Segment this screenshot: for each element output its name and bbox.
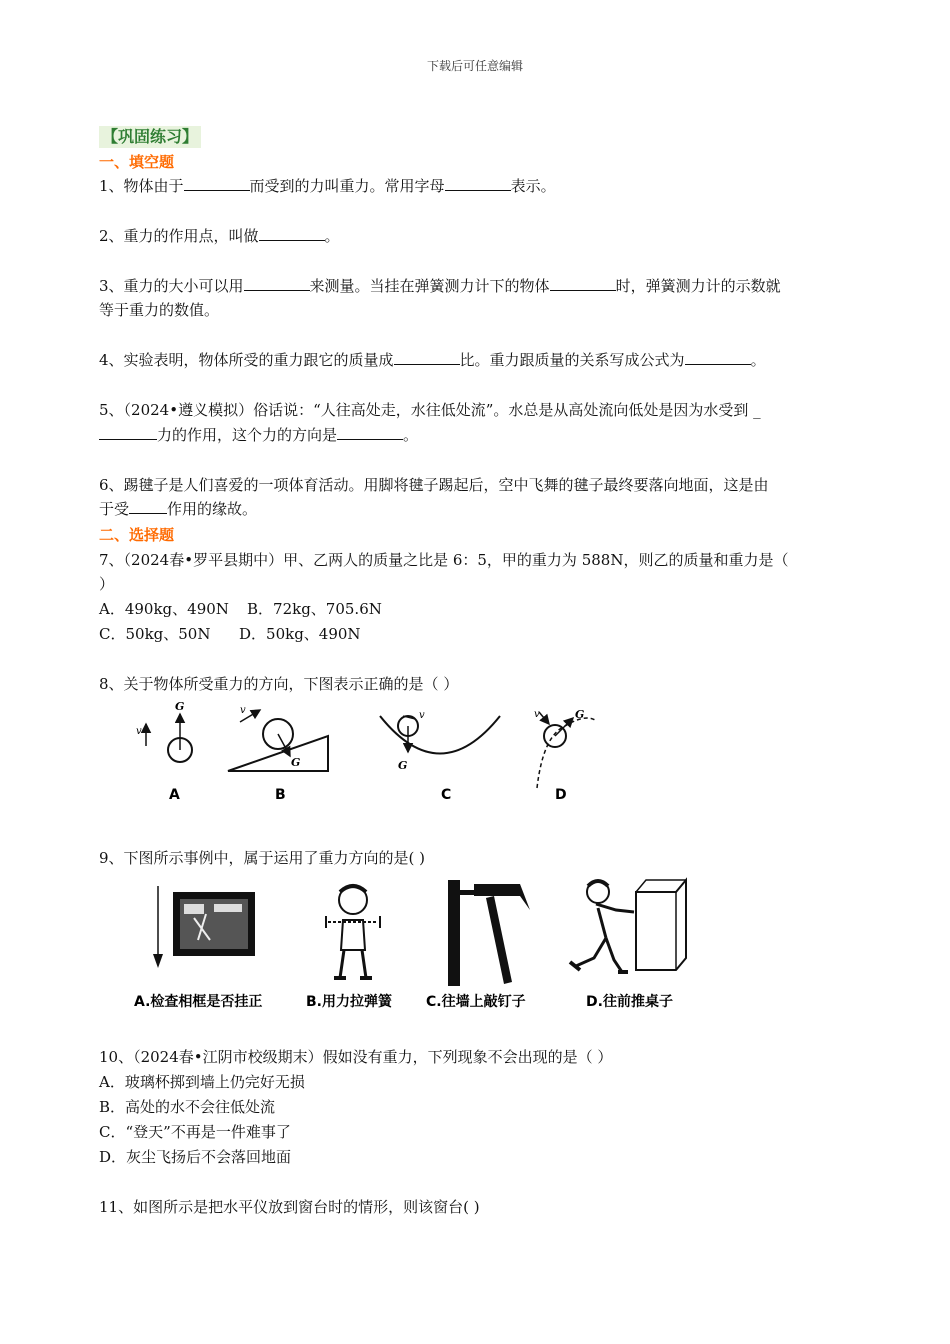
q3-text-a: 3、重力的大小可以用 [99,277,244,295]
answer-blank[interactable] [550,275,616,291]
question-7-options-row-2 [99,622,854,646]
answer-blank[interactable] [184,175,250,191]
q3-text-c: 时，弹簧测力计的示数就 [615,277,781,295]
question-3-line-2: 等于重力的数值。 [99,301,220,319]
pushing-box-picture [570,880,686,972]
question-5: 5、（2024•遵义模拟）俗话说：“人往高处走，水往低处流”。水总是从高处流向低处是因为水受到 _ [99,401,761,419]
g-label: G [175,700,185,713]
g-label: G [575,708,585,721]
q5-text-c: 。 [403,426,419,444]
v-label: v [419,710,425,721]
gravity-direction-figure [125,696,605,806]
caption-b: B.用力拉弹簧 [306,994,392,1010]
figure-a [136,700,192,803]
caption-c: C.往墙上敲钉子 [426,994,526,1010]
v-label: v [136,726,142,737]
question-9: 9、下图所示事例中，属于运用了重力方向的是( ) [99,849,426,867]
question-5-line-2 [99,423,854,447]
answer-blank[interactable] [445,175,511,191]
question-3 [99,274,854,298]
option-c[interactable]: C．50kg、50N [99,625,211,643]
answer-blank[interactable] [129,498,167,514]
answer-blank[interactable] [244,275,310,291]
question-7-line-2: ） [99,575,115,593]
question-10: 10、（2024春•江阴市校级期末）假如没有重力，下列现象不会出现的是（ ） [99,1048,613,1066]
gravity-examples-figure [128,870,708,1020]
option-a[interactable]: A．490kg、490N [99,600,229,618]
spring-pull-picture [326,886,380,978]
figure-b [228,705,328,803]
q6-text-b: 作用的缘故。 [167,500,258,518]
caption-a: A.检查相框是否挂正 [134,994,263,1010]
q3-text-b: 来测量。当挂在弹簧测力计下的物体 [309,277,550,295]
page-header: 下载后可任意编辑 [426,59,523,73]
q1-text-a: 1、物体由于 [99,177,184,195]
question-10-option-a[interactable]: A．玻璃杯掷到墙上仍完好无损 [99,1073,305,1091]
answer-blank[interactable] [337,424,403,440]
q2-text-b: 。 [324,227,340,245]
plumb-line-frame-picture [153,886,255,968]
question-11: 11、如图所示是把水平仪放到窗台时的情形，则该窗台( ) [99,1198,480,1216]
question-8: 8、关于物体所受重力的方向，下图表示正确的是（ ） [99,675,459,693]
q2-text-a: 2、重力的作用点，叫做 [99,227,259,245]
answer-blank[interactable] [99,424,157,440]
question-6: 6、踢毽子是人们喜爱的一项体育活动。用脚将毽子踢起后，空中飞舞的毽子最终要落向地面，这是由 [99,476,769,494]
q5-text-b: 力的作用，这个力的方向是 [157,426,338,444]
q1-text-c: 表示。 [510,177,556,195]
hammer-nail-picture [448,880,530,986]
question-1 [99,174,854,198]
answer-blank[interactable] [394,349,460,365]
caption-d: D.往前推桌子 [586,994,673,1010]
section-title: 【巩固练习】 [99,126,201,148]
label-b: B [275,787,286,803]
label-c: C [441,787,452,803]
question-6-line-2 [99,497,854,521]
figure-c [380,710,500,803]
v-label: v [534,709,540,720]
question-7-options-row-1 [99,597,854,621]
q4-text-b: 比。重力跟质量的关系写成公式为 [459,351,685,369]
option-b[interactable]: B．72kg、705.6N [247,600,382,618]
g-label: G [291,756,301,769]
question-10-option-d[interactable]: D．灰尘飞扬后不会落回地面 [99,1148,292,1166]
q4-text-c: 。 [750,351,766,369]
answer-blank[interactable] [259,225,325,241]
question-4 [99,348,854,372]
q4-text-a: 4、实验表明，物体所受的重力跟它的质量成 [99,351,394,369]
label-a: A [169,787,180,803]
question-10-option-c[interactable]: C．“登天”不再是一件难事了 [99,1123,291,1141]
q6-text-a: 于受 [99,500,130,518]
question-10-option-b[interactable]: B．高处的水不会往低处流 [99,1098,276,1116]
question-7: 7、（2024春•罗平县期中）甲、乙两人的质量之比是 6：5，甲的重力为 588N，则乙的质量和重力是（ [99,551,789,569]
option-d[interactable]: D．50kg、490N [239,625,361,643]
heading-fill-blank: 一、填空题 [99,153,175,171]
v-label: v [240,705,246,716]
question-2 [99,224,854,248]
answer-blank[interactable] [685,349,751,365]
heading-choice: 二、选择题 [99,526,175,544]
g-label: G [398,759,408,772]
q1-text-b: 而受到的力叫重力。常用字母 [249,177,445,195]
label-d: D [555,787,567,803]
figure-d [534,708,595,803]
